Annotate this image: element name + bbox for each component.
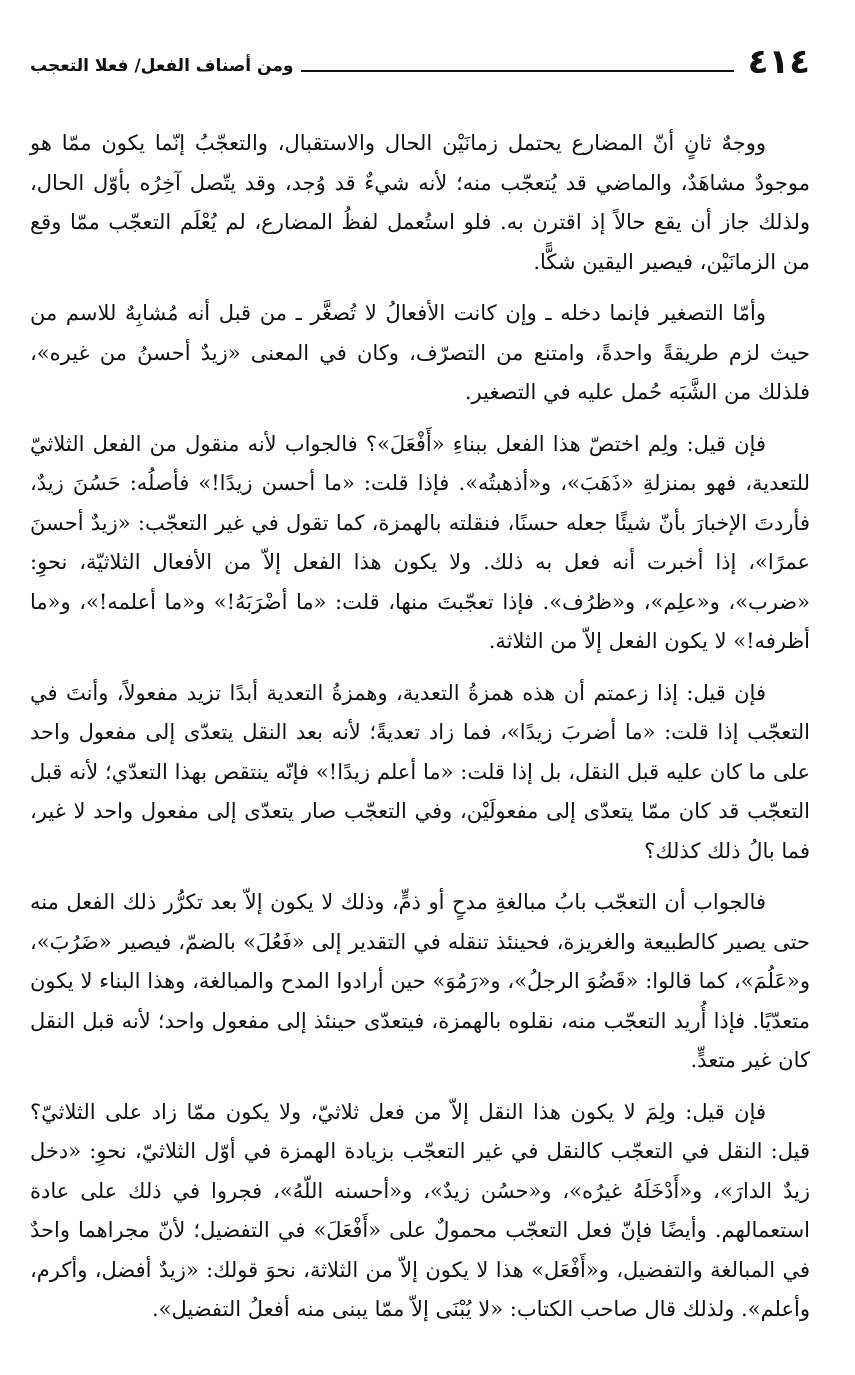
paragraph: فإن قيل: إذا زعمتم أن هذه همزةُ التعدية، وهمزةُ التعدية أبدًا تزيد مفعولاً، وأنتَ في التعجّب إذا قلت: «ما أضربَ زيدًا»، فما زاد تعديةً؛ لأنه بعد النقل يتعدّى إلى مفعول واحد على ما كان عليه قبل النقل، بل إذا قلت: «ما أعلم زيدًا!» فإنّه ينتقص بهذا التعدّي؛ لأنه قبل التعجّب قد كان ممّا يتعدّى إلى مفعولَيْن، وفي التعجّب صار يتعدّى إلى مفعول واحد لا غير، فما بالُ ذلك كذلك؟ — [30, 680, 810, 863]
page-body — [30, 124, 810, 1330]
paragraph: فإن قيل: ولِم اختصّ هذا الفعل ببناءِ «أَفْعَلَ»؟ فالجواب لأنه منقول من الفعل الثلاثيّ للتعدية، فهو بمنزلةِ «ذَهَبَ»، و«أذهبتُه». فإذا قلت: «ما أحسن زيدًا!» فأصلُه: حَسُنَ زيدٌ، فأردتَ الإخبارَ بأنّ شيئًا جعله حسنًا، فنقلته بالهمزة، كما تقول في غير التعجّب: «زيدٌ أحسنَ عمرًا»، إذا أخبرت أنه فعل به ذلك. ولا يكون هذا الفعل إلاّ من الأفعال الثلاثيّة، نحوِ: «ضرب»، و«علِم»، و«ظرُف». فإذا تعجّبتَ منها، قلت: «ما أضْرَبَهُ!» و«ما أعلمه!»، و«ما أظرفه!» لا يكون الفعل إلاّ من الثلاثة. — [30, 431, 810, 653]
page-header — [30, 30, 810, 84]
paragraph: فإن قيل: ولِمَ لا يكون هذا النقل إلاّ من فعل ثلاثيّ، ولا يكون ممّا زاد على الثلاثيّ؟ قيل: النقل في التعجّب كالنقل في غير التعجّب بزيادة الهمزة في أوّل الثلاثيّ، نحوِ: «دخل زيدٌ الدارَ»، و«أَدْخَلَهُ غيرُه»، و«حسُن زيدٌ»، و«أحسنه اللّهُ»، فجروا في ذلك على عادة استعمالهم. وأيضًا فإنّ فعل التعجّب محمولٌ على «أَفْعَلَ» في التفضيل؛ لأنّ مجراهما واحدٌ في المبالغة والتفضيل، و«أَفْعَل» هذا لا يكون إلاّ من الثلاثة، نحوَ قولك: «زيدٌ أفضل، وأكرم، وأعلم». ولذلك قال صاحب الكتاب: «لا يُبْنَى إلاّ ممّا يبنى منه أفعلُ التفضيل». — [30, 1099, 810, 1321]
running-head: ومن أصناف الفعل/ فعلا التعجب — [30, 56, 294, 76]
header-rule — [301, 70, 733, 72]
page-number: ٤١٤ — [747, 42, 810, 82]
paragraph: وأمّا التصغير فإنما دخله ـ وإن كانت الأفعالُ لا تُصغَّر ـ من قبل أنه مُشابِهٌ للاسم من حيث لزم طريقةً واحدةً، وامتنع من التصرّف، وكان في المعنى «زيدٌ أحسنُ من غيره»، فلذلك من الشَّبَه حُمل عليه في التصغير. — [30, 301, 810, 404]
paragraph: فالجواب أن التعجّب بابُ مبالغةِ مدحٍ أو ذمٍّ، وذلك لا يكون إلاّ بعد تكرُّر ذلك الفعل منه حتى يصير كالطبيعة والغريزة، فحينئذ تنقله في التقدير إلى «فَعُلَ» بالضمّ، فيصير «ضَرُبَ»، و«عَلُمَ»، كما قالوا: «قَضُوَ الرجلُ»، و«رَمُوَ» حين أرادوا المدح والمبالغة، وهذا البناء لا يكون متعدّيًا. فإذا أُريد التعجّب منه، نقلوه بالهمزة، فيتعدّى حينئذ إلى مفعول واحد؛ لأنه قبل النقل كان غير متعدٍّ. — [30, 890, 810, 1072]
paragraph: ووجهٌ ثانٍ أنّ المضارع يحتمل زمانَيْن الحال والاستقبال، والتعجّبُ إنّما يكون ممّا هو موجودٌ مشاهَدٌ، والماضي قد يُتعجّب منه؛ لأنه شيءٌ قد وُجد، وقد يتّصل آخِرُه بأوّل الحال، ولذلك جاز أن يقع حالاً إذ اقترن به. فلو استُعمل لفظُ المضارع، لم يُعْلَم التعجّب ممّا وقع من الزمانَيْن، فيصير اليقين شكًّا. — [30, 131, 810, 274]
